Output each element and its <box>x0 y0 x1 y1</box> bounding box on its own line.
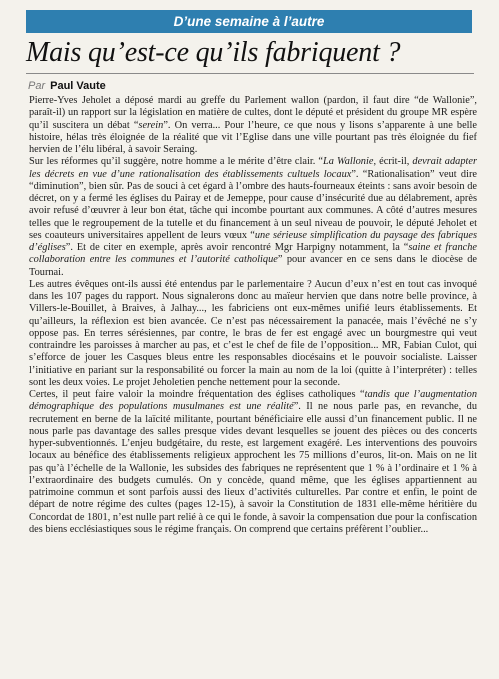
body-text: Pierre-Yves Jeholet a déposé mardi au greffe du Parlement wallon (pardon, il faut dire “de Wallonie”, paraît-il) un rapport sur la législation en matière de cultes, dont le député et président du groupe MR espère qu’il suscitera un débat “ <box>29 95 477 131</box>
body-text: Sur les réformes qu’il suggère, notre homme a le mérite d’être clair. “ <box>29 156 324 168</box>
quote-text: serein <box>138 119 164 131</box>
body-text: ”. “Rationalisation” veut dire “diminution”, bien sûr. Pas de souci à cet égard à l’ombre des hauts-fourneaux éteints : sans avoir besoin de décret, on y a fermé les églises du Pairay et de Jemeppe, pour cause d’insécurité due au délabrement, après avoir refusé d’œuvrer à leur bon état, tâche qui incombe pourtant aux communes. A côté d’autres mesures telles que le regroupement de la tutelle et du financement à un seul niveau de pouvoir, le député Jeholet et ses coauteurs universitaires appellent de leurs vœux “ <box>29 168 477 241</box>
paragraph-4 <box>29 389 477 536</box>
quote-text: La Wallonie <box>323 156 374 168</box>
quote-text: devrait adapter les décrets en vue d’une rationalisation des établissements cultuels locaux <box>29 156 477 180</box>
body-text: Les autres évêques ont-ils aussi été entendus par le parlementaire ? Aucun d’eux n’est en tout cas invoqué dans les 107 pages du rapport. Nous signalerons donc au maïeur hervien que dans notre belle province, à Villers-le-Bouillet, à Braives, à Jalhay..., les fabriciens ont eux-mêmes unifié leurs établissements. Et qu’ailleurs, la réflexion est bien avancée. Ce n’est pas nécessairement la panacée, mais l’évêché ne s’y oppose pas. En terres sérésiennes, par contre, le bras de fer est engagé avec un bourgmestre qui veut contraindre les paroisses à marcher au pas, et c’est le chef de file de l’opposition... MR, Fabian Culot, qui s’efforce de jouer les Casques bleus entre les responsables diocésains et le pouvoir socialiste. Laisser l’initiative en pariant sur la responsabilité ou forcer la main au nom de la loi (quitte à l’interpréter) : telles sont les deux voies. Le projet Jeholetien penche nettement pour la seconde. <box>29 278 477 388</box>
paragraph-1 <box>29 95 477 156</box>
body-text: ”. On verra... Pour l’heure, ce que nous y lisons s’apparente à une belle histoire, hélas très éloignée de la réalité que vit l’Eglise dans une ville pourtant pas très éloignée du fief hervien de l’élu libéral, à savoir Seraing. <box>29 119 477 155</box>
body-text: ” pour avancer en ce sens dans le diocèse de Tournai. <box>29 254 477 278</box>
byline <box>28 79 106 93</box>
body-text: ”. Il ne nous parle pas, en revanche, du recrutement en berne de la laïcité militante, pourtant bénéficiaire elle aussi d’un financement public. Il ne nous parle pas davantage des salles presque vides devant lesquelles se jouent des pièces ou des concerts hyper-subventionnés. L’enjeu budgétaire, du reste, est largement exagéré. Les interventions des pouvoirs locaux au bénéfice des établissements religieux approchent les 75 millions d’euros, lit-on. Mais on ne lit pas qu’à l’échelle de la Wallonie, les subsides des fabriques ne représentent que 1 % à l’ordinaire et 1 % à l’extraordinaire des budgets cumulés. On y concède, quand même, que les églises appartiennent au patrimoine commun et sont parfois aussi des lieux d’activités culturelles. Par contre et enfin, le point de départ de notre régime des cultes (pages 12-15), à savoir la Constitution de 1831 elle-même héritière du Concordat de 1801, n’est nulle part relié à ce qui le fonde, à savoir la compensation due pour la confiscation des biens ecclésiastiques sous le régime français. On comprend que certains préfèrent l’oublier... <box>29 401 477 535</box>
paragraph-3 <box>29 279 477 389</box>
byline-author: Paul Vaute <box>50 80 106 92</box>
quote-text: une sérieuse simplification du paysage des fabriques d’églises <box>29 229 477 253</box>
paragraph-2 <box>29 156 477 279</box>
body-text: Certes, il peut faire valoir la moindre fréquentation des églises catholiques “ <box>29 389 365 400</box>
headline-divider <box>26 73 474 74</box>
section-rubric: D’une semaine à l’autre <box>26 10 472 33</box>
article-body <box>29 95 477 669</box>
article-headline: Mais qu’est-ce qu’ils fabriquent ? <box>26 37 401 68</box>
byline-prefix: Par <box>28 80 46 92</box>
quote-text: saine et franche collaboration entre les communes et l’autorité catholique <box>29 242 477 266</box>
body-text: ”. Et de citer en exemple, après avoir rencontré Mgr Harpigny notamment, la “ <box>65 242 409 253</box>
quote-text: tandis que l’augmentation démographique des populations musulmanes est une réalité <box>29 389 477 413</box>
body-text: , écrit-il, <box>373 156 413 168</box>
